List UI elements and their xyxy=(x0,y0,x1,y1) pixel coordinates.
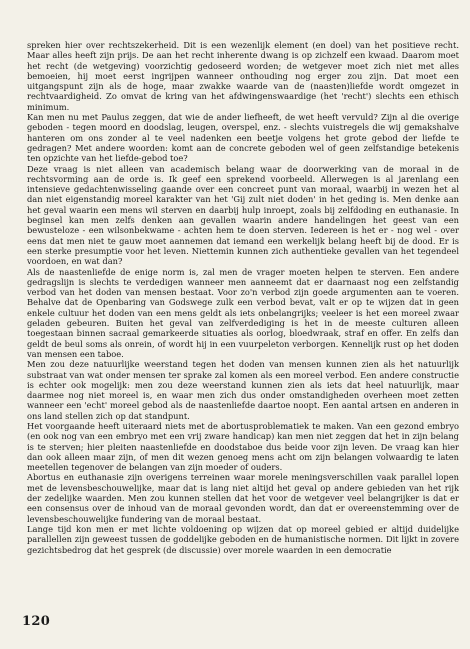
paragraph: Men zou deze natuurlijke weerstand tegen het doden van mensen kunnen zien als het natuurlijk substraat van wat onder mensen ter sprake zal komen als een moreel verbod. Een andere constructie is echter ook mogelijk: men zou deze weerstand kunnen zien als iets dat heel natuurlijk, maar daarmee nog niet moreel is, en waar men zich dus onder omstandigheden overheen moet zetten wanneer een 'echt' moreel gebod als de naastenliefde daartoe noopt. Een aantal artsen en anderen in ons land stellen zich op dat standpunt. xyxy=(27,359,459,421)
paragraph: spreken hier over rechtszekerheid. Dit is een wezenlijk element (en doel) van het positieve recht. Maar alles heeft zijn prijs. De aan het recht inherente dwang is op zichzelf een kwaad. Daarom moet het recht (de wetgeving) voorzichtig gedoseerd worden; de wetgever moet zich niet met alles bemoeien, hij moet eerst ingrijpen wanneer onthouding nog erger zou zijn. Dat moet een uitgangspunt zijn als de hoge, maar zwakke waarde van de (naasten)liefde wordt omgezet in rechtvaardigheid. Zo omvat de kring van het afdwingenswaardige (het 'recht') slechts een ethisch minimum. xyxy=(27,40,459,112)
paragraph: Lange tijd kon men er met lichte voldoening op wijzen dat op moreel gebied er altijd duidelijke parallellen zijn geweest tussen de goddelijke geboden en de humanistische normen. Dit lijkt in zovere gezichtsbedrog dat het gesprek (de discussie) over morele waarden in een democratie xyxy=(27,523,459,555)
paragraph: Abortus en euthanasie zijn overigens terreinen waar morele meningsverschillen vaak parallel lopen met de levensbeschouwelijke, maar dat is lang niet altijd het geval op andere gebieden van het rijk der zedelijke waarden. Men zou kunnen stellen dat het voor de wetgever veel belangrijker is dat er een consensus over de inhoud van de moraal gevonden wordt, dan dat er overeenstemming over de levensbeschouwelijke fundering van de moraal bestaat. xyxy=(27,472,459,524)
paragraph: Het voorgaande heeft uiteraard niets met de abortusproblematiek te maken. Van een gezond embryo (en ook nog van een embryo met een vrij zware handicap) kan men niet zeggen dat het in zijn belang is te sterven; hier pleiten naastenliefde en doodstaboe dus beide voor zijn leven. De vraag kan hier dan ook alleen maar zijn, of men dit wezen genoeg mens acht om zijn belangen volwaardig te laten meetellen tegenover de belangen van zijn moeder of ouders. xyxy=(27,420,459,473)
paragraph: Deze vraag is niet alleen van academisch belang waar de doorwerking van de moraal in de rechtsvorming aan de orde is. Ik geef een sprekend voorbeeld. Allerwegen is al jarenlang een intensieve gedachtenwisseling gaande over een concreet punt van moraal, waarbij in wezen het al dan niet eigenstandig moreel karakter van het 'Gij zult niet doden' in het geding is. Men denke aan het geval waarin een mens wil sterven en daarbij hulp inroept, zoals bij zelfdoding en euthanasie. In beginsel kan men zelfs denken aan gevallen waarin andere handelingen het geest van een bewusteloze - een wilsonbekwame - achten hem te doen sterven. Iedereen is het er - nog wel - over eens dat men niet te gauw moet aannemen dat iemand een werkelijk belang heeft bij de dood. Er is een sterke presumptie voor het leven. Niettemin kunnen zich authentieke gevallen van het tegendeel voordoen, en wat dan? xyxy=(27,163,459,267)
page-number: 120 xyxy=(22,614,51,629)
paragraph: Kan men nu met Paulus zeggen, dat wie de ander liefheeft, de wet heeft vervuld? Zijn al die overige geboden - tegen moord en doodslag, leugen, overspel, enz. - slechts vuistregels die wij gemakshalve hanteren om ons zonder al te veel nadenken een beetje volgens het grote gebod der liefde te gedragen? Met andere woorden: komt aan de concrete geboden wel of geen zelfstandige betekenis ten opzichte van het liefde-gebod toe? xyxy=(27,112,459,164)
paragraph: Als de naastenliefde de enige norm is, zal men de vrager moeten helpen te sterven. Een andere gedragslijn is slechts te verdedigen wanneer men aanneemt dat er daarnaast nog een zelfstandig verbod van het doden van mensen bestaat. Voor zo'n verbod zijn goede argumenten aan te voeren. Behalve dat de Openbaring van Godswege zulk een verbod bevat, valt er op te wijzen dat in geen enkele cultuur het doden van een mens geldt als iets onbelangrijks; veeleer is het een moreel zwaar geladen gebeuren. Buiten het geval van zelfverdediging is het in de meeste culturen alleen toegestaan binnen sacraal gemarkeerde situaties als oorlog, bloedwraak, straf en offer. En zelfs dan geldt de beul soms als onrein, of wordt hij in een vuurpeleton verborgen. Kennelijk rust op het doden van mensen een taboe. xyxy=(27,266,459,359)
body-text xyxy=(27,40,459,555)
